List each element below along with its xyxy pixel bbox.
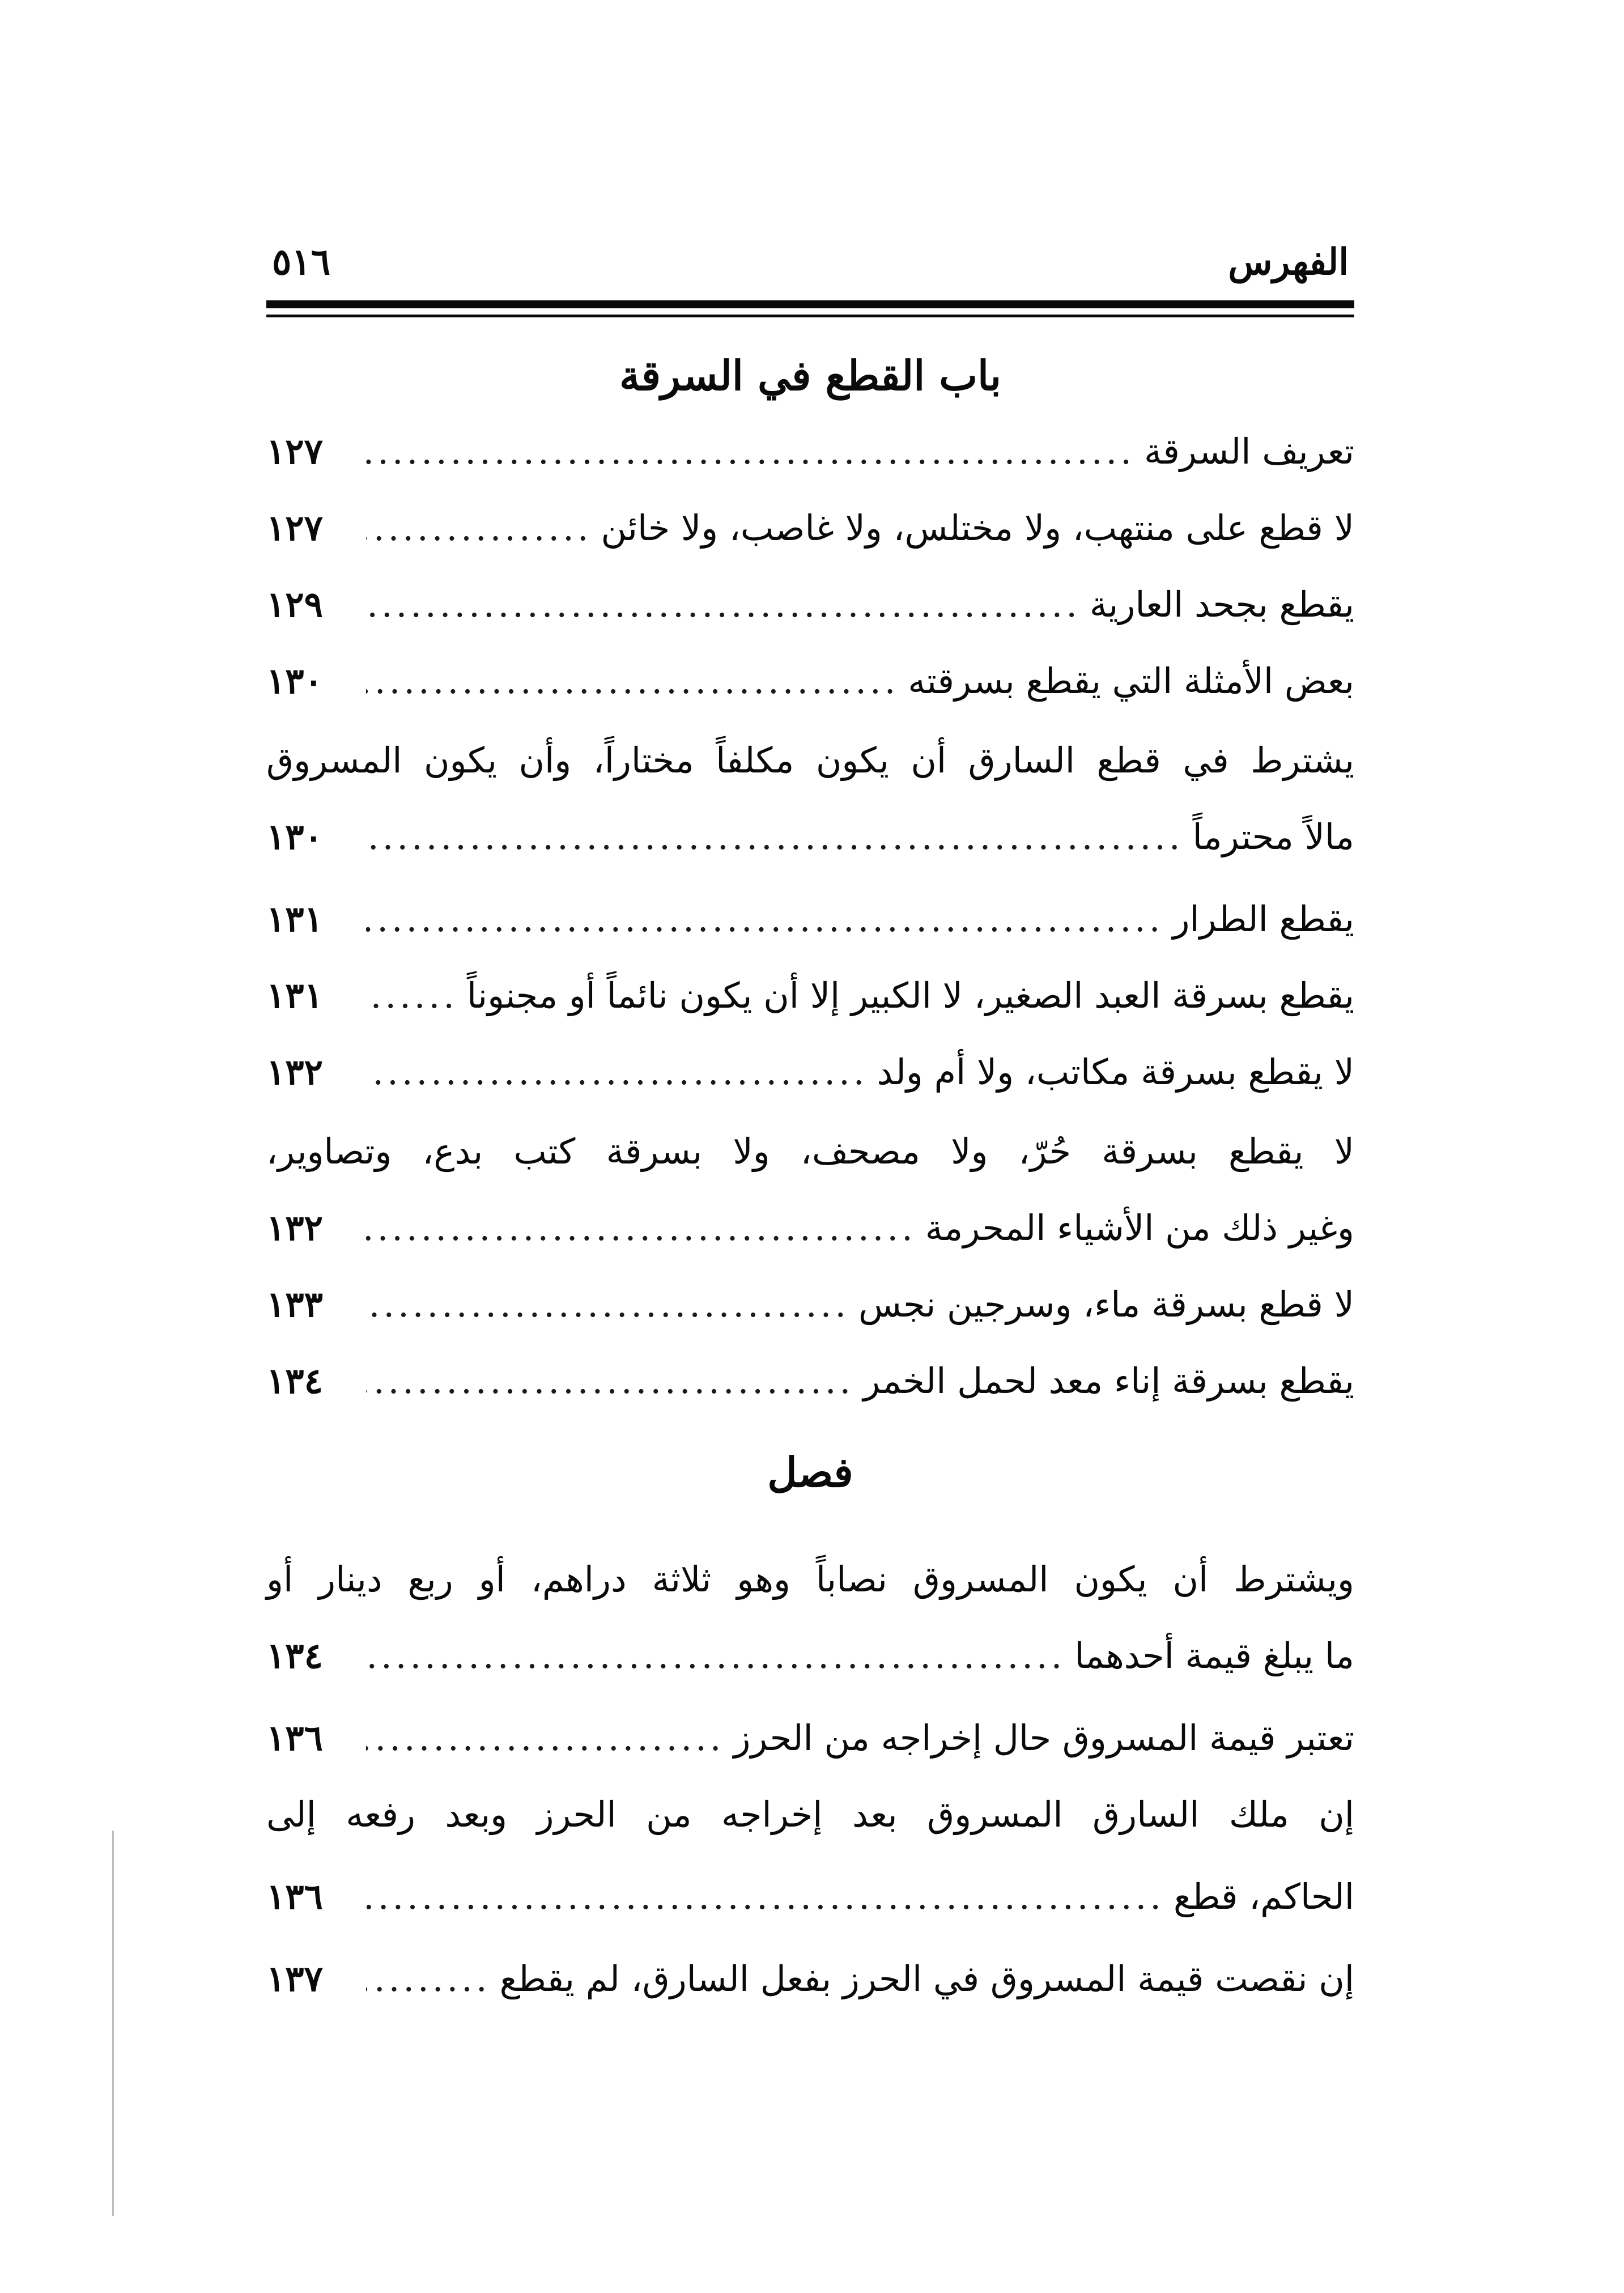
- toc-entry: [266, 898, 1354, 953]
- entry-title: لا قطع على منتهب، ولا مختلس، ولا غاصب، ولا خائن: [601, 507, 1354, 549]
- dot-leader: [366, 1051, 868, 1093]
- page-number: ٥١٦: [272, 241, 331, 283]
- entry-page: ١٢٧: [266, 431, 323, 472]
- scan-margin-line: [112, 1831, 114, 2216]
- entry-title: يقطع بجحد العارية: [1089, 584, 1354, 625]
- toc-entry: [266, 816, 1354, 871]
- entry-title-line1: ويشترط أن يكون المسروق نصاباً وهو ثلاثة دراهم، أو ربع دينار أو: [266, 1559, 1354, 1600]
- dot-leader: [366, 816, 1184, 857]
- toc-entry: [266, 507, 1354, 562]
- dot-leader: [366, 975, 458, 1016]
- entry-page: ١٣٠: [266, 660, 323, 702]
- toc-entry: [266, 1360, 1354, 1415]
- toc-entry: [266, 1635, 1354, 1689]
- dot-leader: [366, 1207, 916, 1249]
- entry-page: ١٣٦: [266, 1717, 323, 1759]
- section-heading: باب القطع في السرقة: [619, 351, 1002, 400]
- entry-page: ١٣١: [266, 898, 323, 940]
- running-header: [266, 241, 1354, 303]
- entry-page: ١٣١: [266, 975, 323, 1016]
- entry-title: تعريف السرقة: [1143, 431, 1354, 472]
- entry-page: ١٣٣: [266, 1284, 323, 1325]
- entry-page: ١٣٧: [266, 1958, 323, 1999]
- toc-entry: [266, 1958, 1354, 2012]
- toc-entry: [266, 1284, 1354, 1338]
- toc-entry-first-line: [266, 740, 1354, 794]
- running-title: الفهرس: [1228, 241, 1349, 283]
- dot-leader: [366, 1717, 724, 1759]
- toc-entry: [266, 1207, 1354, 1262]
- entry-page: ١٣٢: [266, 1051, 323, 1093]
- dot-leader: [366, 1635, 1065, 1676]
- dot-leader: [366, 1360, 854, 1402]
- dot-leader: [366, 660, 899, 702]
- toc-entry: [266, 1876, 1354, 1930]
- entry-page: ١٣٠: [266, 816, 323, 857]
- dot-leader: [366, 507, 592, 549]
- entry-title: لا يقطع بسرقة مكاتب، ولا أم ولد: [877, 1051, 1354, 1093]
- header-rule-thin: [266, 315, 1354, 317]
- toc-entry: [266, 1051, 1354, 1106]
- entry-title-line1: لا يقطع بسرقة حُرّ، ولا مصحف، ولا بسرقة كتب بدع، وتصاوير،: [266, 1131, 1354, 1172]
- entry-title: بعض الأمثلة التي يقطع بسرقته: [908, 660, 1354, 702]
- dot-leader: [366, 1958, 491, 1999]
- section-heading: فصل: [767, 1448, 853, 1496]
- entry-title: تعتبر قيمة المسروق حال إخراجه من الحرز: [733, 1717, 1354, 1759]
- dot-leader: [366, 898, 1163, 940]
- dot-leader: [366, 1876, 1164, 1917]
- entry-title: يقطع الطرار: [1172, 898, 1354, 940]
- entry-title: وغير ذلك من الأشياء المحرمة: [925, 1207, 1354, 1249]
- toc-entry: [266, 975, 1354, 1029]
- entry-title: لا قطع بسرقة ماء، وسرجين نجس: [858, 1284, 1354, 1325]
- toc-entry-first-line: [266, 1131, 1354, 1185]
- entry-title: ما يبلغ قيمة أحدهما: [1074, 1635, 1354, 1676]
- entry-title: إن نقصت قيمة المسروق في الحرز بفعل السارق، لم يقطع: [499, 1958, 1354, 1999]
- entry-page: ١٣٤: [266, 1360, 323, 1402]
- toc-entry: [266, 584, 1354, 638]
- toc-entry: [266, 1717, 1354, 1772]
- toc-entry: [266, 660, 1354, 715]
- dot-leader: [366, 1284, 849, 1325]
- entry-title: الحاكم، قطع: [1173, 1876, 1354, 1917]
- entry-title: يقطع بسرقة إناء معد لحمل الخمر: [863, 1360, 1354, 1402]
- entry-page: ١٢٧: [266, 507, 323, 549]
- toc-entry-first-line: [266, 1559, 1354, 1613]
- entry-page: ١٢٩: [266, 584, 323, 625]
- entry-title: يقطع بسرقة العبد الصغير، لا الكبير إلا أن يكون نائماً أو مجنوناً: [466, 975, 1354, 1016]
- toc-entry: [266, 431, 1354, 485]
- entry-title: مالاً محترماً: [1192, 816, 1354, 857]
- dot-leader: [366, 431, 1135, 472]
- entry-title-line1: يشترط في قطع السارق أن يكون مكلفاً مختاراً، وأن يكون المسروق: [266, 740, 1354, 781]
- dot-leader: [366, 584, 1081, 625]
- entry-title-line1: إن ملك السارق المسروق بعد إخراجه من الحرز وبعد رفعه إلى: [266, 1794, 1354, 1835]
- entry-page: ١٣٢: [266, 1207, 323, 1249]
- header-rule-thick: [266, 300, 1354, 308]
- toc-entry-first-line: [266, 1794, 1354, 1848]
- entry-page: ١٣٤: [266, 1635, 323, 1676]
- entry-page: ١٣٦: [266, 1876, 323, 1917]
